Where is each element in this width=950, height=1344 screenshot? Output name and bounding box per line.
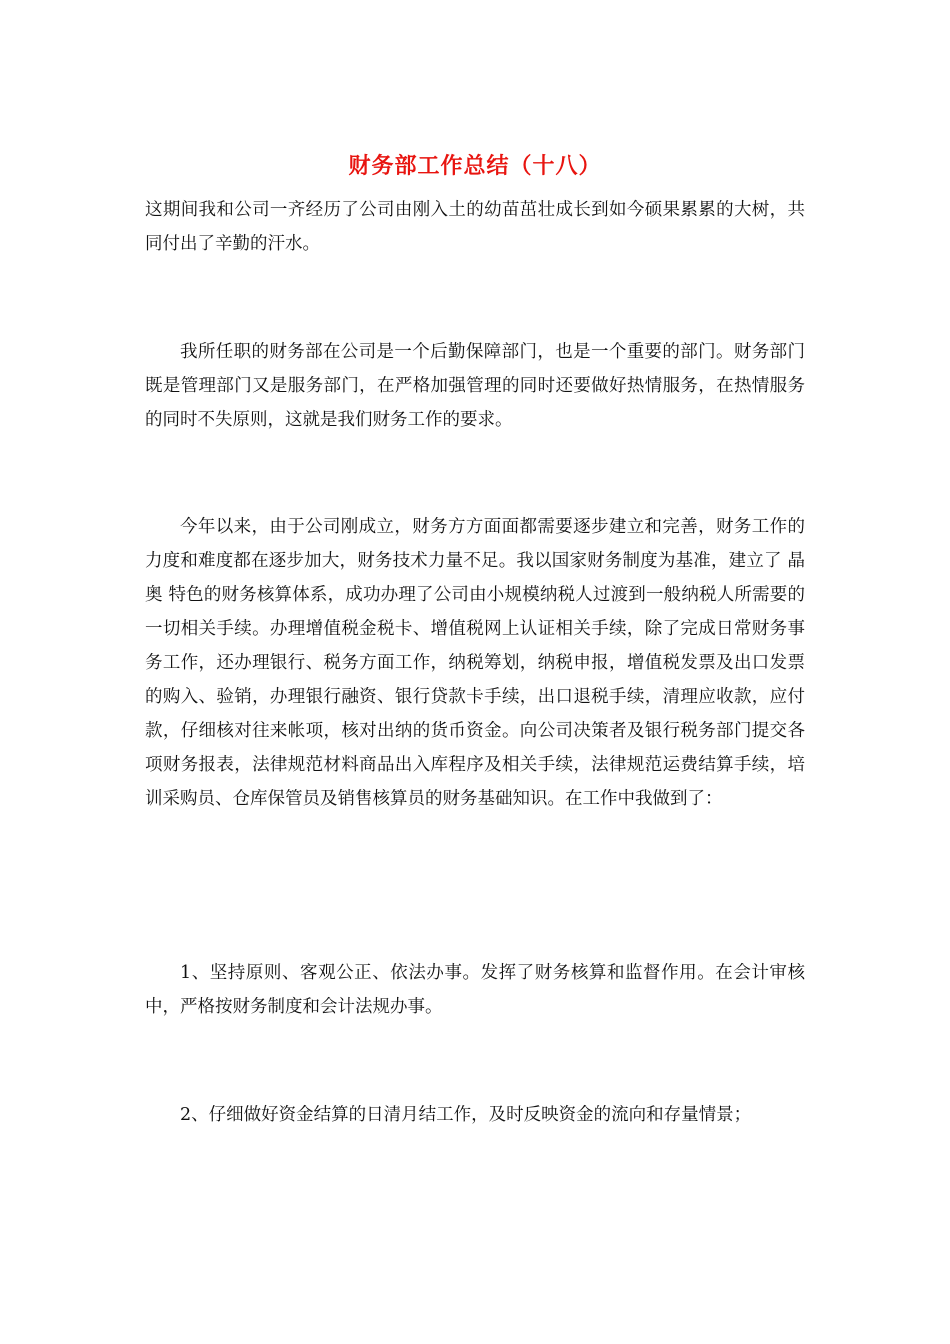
document-title: 财务部工作总结（十八） xyxy=(348,153,602,179)
paragraph-2: 我所任职的财务部在公司是一个后勤保障部门，也是一个重要的部门。财务部门既是管理部门又是服务部门，在严格加强管理的同时还要做好热情服务，在热情服务的同时不失原则，这就是我们财务工作的要求。 xyxy=(145,342,805,430)
paragraph-3: 今年以来，由于公司刚成立，财务方方面面都需要逐步建立和完善，财务工作的力度和难度都在逐步加大，财务技术力量不足。我以国家财务制度为基准，建立了 晶奥 特色的财务核算体系，成功办理了公司由小规模纳税人过渡到一般纳税人所需要的一切相关手续。办理增值税金税卡、增值税网上认证相关手续，除了完成日常财务事务工作，还办理银行、税务方面工作，纳税筹划，纳税申报，增值税发票及出口发票的购入、验销，办理银行融资、银行贷款卡手续，出口退税手续，清理应收款，应付款，仔细核对往来帐项，核对出纳的货币资金。向公司决策者及银行税务部门提交各项财务报表，法律规范材料商品出入库程序及相关手续，法律规范运费结算手续，培训采购员、仓库保管员及销售核算员的财务基础知识。在工作中我做到了： xyxy=(145,517,805,809)
paragraph-1: 这期间我和公司一齐经历了公司由刚入土的幼苗茁壮成长到如今硕果累累的大树，共同付出了辛勤的汗水。 xyxy=(145,200,805,254)
paragraph-5: 2、仔细做好资金结算的日清月结工作，及时反映资金的流向和存量情景； xyxy=(180,1105,752,1125)
paragraph-4: 1、坚持原则、客观公正、依法办事。发挥了财务核算和监督作用。在会计审核中，严格按财务制度和会计法规办事。 xyxy=(145,963,805,1017)
